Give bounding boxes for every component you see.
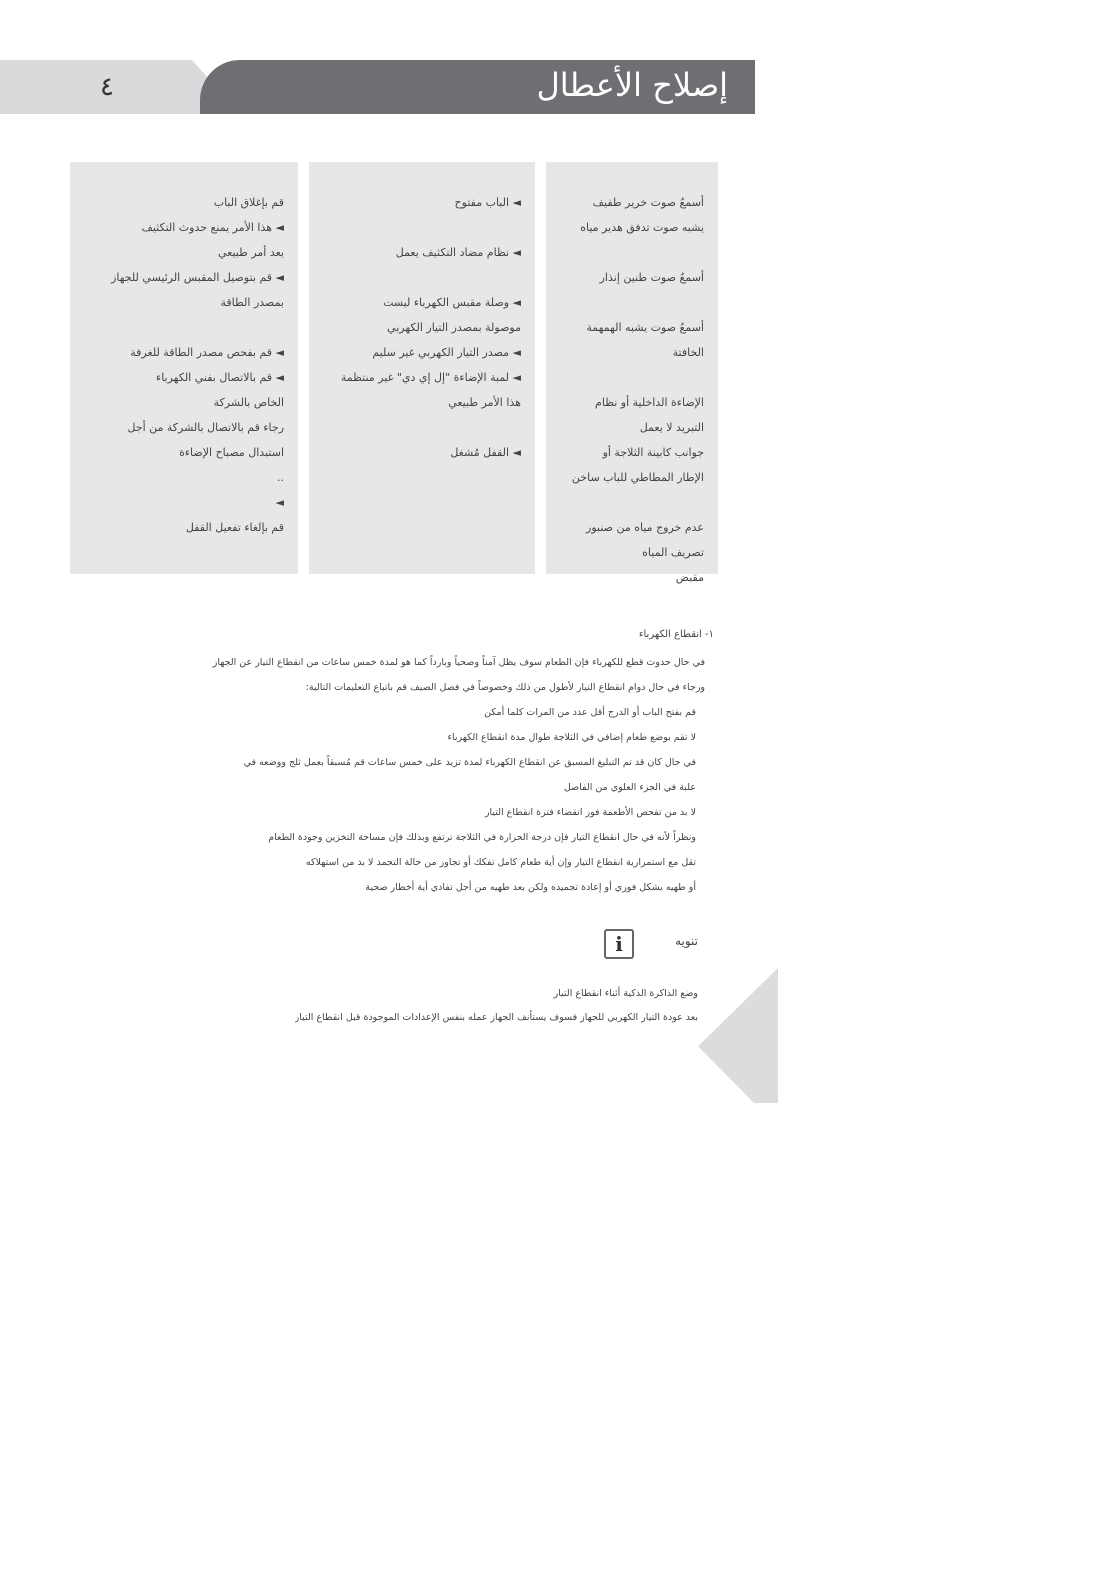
- causes-column: [309, 162, 535, 574]
- note-label: تنويه: [675, 934, 698, 948]
- symptoms-column: [546, 162, 718, 584]
- symptom-line: التبريد لا يعمل: [639, 421, 704, 434]
- symptom-line-spacer: [556, 290, 704, 315]
- fix-line: بمصدر الطاقة: [220, 296, 284, 309]
- fix-line-spacer: [80, 315, 284, 340]
- fix-line: رجاء قم بالاتصال بالشركة من أجل: [127, 421, 284, 434]
- symptom-line-spacer: [556, 365, 704, 390]
- fix-line: استبدال مصباح الإضاءة: [179, 446, 284, 459]
- fix-line: ◄ قم بفحص مصدر الطاقة للغرفة: [130, 346, 284, 359]
- fix-line: قم بإغلاق الباب: [213, 196, 284, 209]
- paragraph-line: ورجاء في حال دوام انقطاع التيار لأطول من ذلك وخصوصاً في فصل الصيف قم باتباع التعليمات التالية:: [305, 682, 705, 693]
- cause-line: موصولة بمصدر التيار الكهربي: [387, 321, 521, 334]
- symptom-line: أسمعُ صوت طنين إنذار: [599, 271, 704, 284]
- symptom-line: يشبه صوت تدفق هدير مياه: [580, 221, 704, 234]
- instruction-line: ونظراً لأنه في حال انقطاع التيار فإن درجة الحرارة في الثلاجة ترتفع وبذلك فإن مساحة التخزين وجودة الطعام: [268, 832, 696, 843]
- symptom-line: جوانب كابينة الثلاجة أو: [602, 446, 704, 459]
- instructions-list: [136, 700, 696, 900]
- cause-line: هذا الأمر طبيعي: [448, 396, 521, 409]
- section-title: ١- انقطاع الكهرباء: [638, 629, 714, 640]
- symptom-line-spacer: [556, 240, 704, 265]
- instruction-line: علبة في الجزء العلوي من الفاصل: [563, 782, 696, 793]
- instruction-line: تقل مع استمرارية انقطاع التيار وإن أية طعام كامل تفكك أو تجاوز من حالة التجمد لا بد من استهلاكه: [305, 857, 696, 868]
- instruction-line: أو طهيه بشكل فوري أو إعادة تجميده ولكن بعد طهيه من أجل تفادي أية أخطار صحية: [365, 882, 696, 893]
- note-line: بعد عودة التيار الكهربي للجهاز فسوف يستأنف الجهاز عمله بنفس الإعدادات الموجودة قبل انقطاع التيار: [294, 1012, 698, 1023]
- cause-line-spacer: [319, 415, 521, 440]
- page-title: إصلاح الأعطال: [536, 66, 728, 104]
- page-number: ٤: [100, 72, 114, 102]
- cause-line: ◄ نظام مضاد التكثيف يعمل: [395, 246, 521, 259]
- fix-line: ..: [277, 471, 284, 484]
- instruction-line: لا تقم بوضع طعام إضافي في الثلاجة طوال مدة انقطاع الكهرباء: [447, 732, 696, 743]
- instruction-line: قم بفتح الباب أو الدرج أقل عدد من المرات كلما أمكن: [484, 707, 696, 718]
- symptom-line: الإطار المطاطي للباب ساخن: [571, 471, 704, 484]
- fix-line: قم بإلغاء تفعيل القفل: [185, 521, 284, 534]
- symptom-line-spacer: [556, 490, 704, 515]
- symptom-line: تصريف المياه: [642, 546, 704, 559]
- intro-paragraph: [145, 650, 705, 700]
- fix-line: ◄ قم بالاتصال بفني الكهرباء: [156, 371, 284, 384]
- cause-line: ◄ وصلة مقبس الكهرباء ليست: [383, 296, 521, 309]
- symptom-line: أسمعُ صوت يشبه الهمهمة: [586, 321, 704, 334]
- fix-line: ◄ هذا الأمر يمنع حدوث التكثيف: [141, 221, 284, 234]
- symptom-line: الخافتة: [672, 346, 704, 359]
- cause-line: ◄ مصدر التيار الكهربي غير سليم: [372, 346, 521, 359]
- symptom-line: عدم خروج مياه من صنبور: [586, 521, 704, 534]
- cause-line: ◄ لمبة الإضاءة "إل إي دي" غير منتظمة: [340, 371, 521, 384]
- cause-line-spacer: [319, 265, 521, 290]
- instruction-line: لا بد من تفحص الأطعمة فور انقضاء فترة انقطاع التيار: [484, 807, 696, 818]
- note-line: وضع الذاكرة الذكية أثناء انقطاع التيار: [553, 988, 698, 999]
- note-text: [295, 982, 698, 1030]
- fix-line: يعد أمر طبيعي: [217, 246, 284, 259]
- paragraph-line: في حال حدوث قطع للكهرباء فإن الطعام سوف يظل آمناً وصحياً وبارداً كما هو لمدة خمس ساعات من انقطاع التيار عن الجهاز: [212, 657, 705, 668]
- symptom-line: الإضاءة الداخلية أو نظام: [595, 396, 704, 409]
- symptom-line: أسمعُ صوت خرير طفيف: [592, 196, 704, 209]
- instruction-line: في حال كان قد تم التبليغ المسبق عن انقطاع الكهرباء لمدة تزيد على خمس ساعات قم مُسبقاً بعمل ثلج ووضعه في: [243, 757, 696, 768]
- cause-line-spacer: [319, 215, 521, 240]
- cause-line: ◄ القفل مُشغل: [450, 446, 521, 459]
- symptom-line: مقبض: [675, 571, 704, 584]
- fix-line: ◄: [275, 496, 284, 509]
- cause-line: ◄ الباب مفتوح: [454, 196, 521, 209]
- corner-decoration: [698, 968, 778, 1103]
- fixes-column: [70, 162, 298, 574]
- fix-line: ◄ قم بتوصيل المقبس الرئيسي للجهاز: [111, 271, 284, 284]
- fix-line: الخاص بالشركة: [213, 396, 284, 409]
- info-icon: i: [604, 929, 634, 959]
